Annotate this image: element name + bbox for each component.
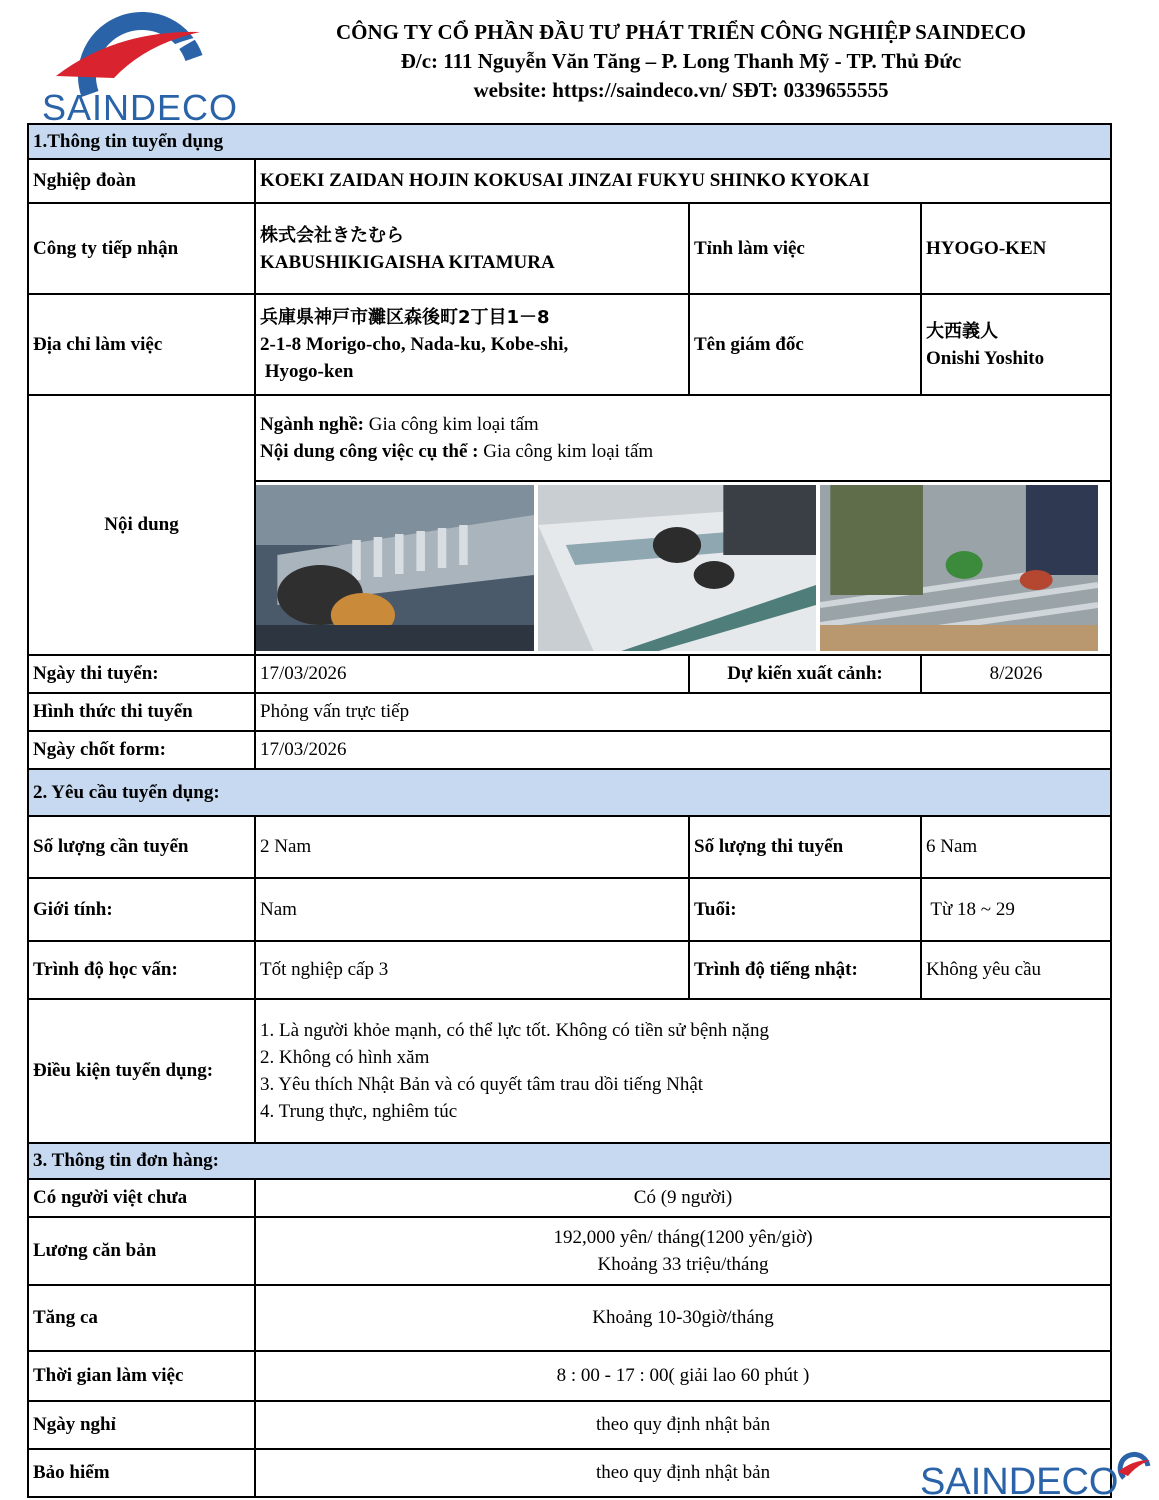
- education-label: Trình độ học vấn:: [28, 941, 255, 999]
- content-label: Nội dung: [28, 395, 255, 655]
- company-header: [250, 18, 1112, 105]
- company-en: KABUSHIKIGAISHA KITAMURA: [260, 251, 555, 273]
- age-label: Tuổi:: [689, 878, 921, 941]
- section-1-title: 1.Thông tin tuyển dụng: [28, 124, 1111, 159]
- job-label: Ngành nghề:: [260, 414, 364, 435]
- need-label: Số lượng cần tuyển: [28, 816, 255, 878]
- deadline-value: 17/03/2026: [255, 731, 1111, 769]
- salary-line-1: 192,000 yên/ tháng(1200 yên/giờ): [553, 1227, 813, 1248]
- japanese-level-value: Không yêu cầu: [921, 941, 1111, 999]
- recruitment-table: [27, 123, 1112, 1498]
- company-label: Công ty tiếp nhận: [28, 203, 255, 294]
- province-label: Tỉnh làm việc: [689, 203, 921, 294]
- departure-value: 8/2026: [921, 655, 1111, 693]
- address-value: [255, 294, 689, 395]
- salary-value: [255, 1217, 1111, 1285]
- exam-count-value: 6 Nam: [921, 816, 1111, 878]
- photo-press-brake: [256, 485, 534, 651]
- company-address: Đ/c: 111 Nguyễn Văn Tăng – P. Long Thanh Mỹ - TP. Thủ Đức: [400, 49, 962, 73]
- exam-form-label: Hình thức thi tuyển: [28, 693, 255, 731]
- salary-line-2: Khoảng 33 triệu/tháng: [597, 1254, 769, 1275]
- photo-sheet-metal: [538, 485, 816, 651]
- conditions-list: [255, 999, 1111, 1143]
- saindeco-logo: [26, 2, 254, 124]
- director-value: [921, 294, 1111, 395]
- director-en: Onishi Yoshito: [926, 347, 1045, 369]
- photo-roof-work: [820, 485, 1098, 651]
- holiday-value: theo quy định nhật bản: [255, 1401, 1111, 1449]
- union-label: Nghiệp đoàn: [28, 159, 255, 203]
- vietnamese-value: Có (9 người): [255, 1179, 1111, 1217]
- condition-item: 2. Không có hình xăm: [260, 1047, 430, 1068]
- exam-date-label: Ngày thi tuyển:: [28, 655, 255, 693]
- province-value: HYOGO-KEN: [921, 203, 1111, 294]
- condition-item: 3. Yêu thích Nhật Bản và có quyết tâm trau dồi tiếng Nhật: [260, 1074, 704, 1095]
- gender-label: Giới tính:: [28, 878, 255, 941]
- address-en-1: 2-1-8 Morigo-cho, Nada-ku, Kobe-shi,: [260, 334, 569, 355]
- exam-date-value: 17/03/2026: [255, 655, 689, 693]
- director-label: Tên giám đốc: [689, 294, 921, 395]
- logo-text: SAINDECO: [41, 87, 239, 124]
- director-jp: 大西義人: [926, 320, 998, 342]
- departure-label: Dự kiến xuất cảnh:: [689, 655, 921, 693]
- conditions-label: Điều kiện tuyển dụng:: [28, 999, 255, 1143]
- union-value: KOEKI ZAIDAN HOJIN KOKUSAI JINZAI FUKYU SHINKO KYOKAI: [255, 159, 1111, 203]
- condition-item: 1. Là người khỏe mạnh, có thể lực tốt. Không có tiền sử bệnh nặng: [260, 1020, 769, 1041]
- education-value: Tốt nghiệp cấp 3: [255, 941, 689, 999]
- exam-count-label: Số lượng thi tuyển: [689, 816, 921, 878]
- section-2-title: 2. Yêu cầu tuyển dụng:: [28, 769, 1111, 816]
- need-value: 2 Nam: [255, 816, 689, 878]
- condition-item: 4. Trung thực, nghiêm túc: [260, 1101, 458, 1122]
- working-hours-value: 8 : 00 - 17 : 00( giải lao 60 phút ): [255, 1351, 1111, 1401]
- detail-value: Gia công kim loại tấm: [478, 441, 654, 462]
- footer-logo: [918, 1448, 1154, 1500]
- salary-label: Lương căn bản: [28, 1217, 255, 1285]
- company-name: CÔNG TY CỔ PHẦN ĐẦU TƯ PHÁT TRIỂN CÔNG NGHIỆP SAINDECO: [336, 20, 1026, 44]
- footer-logo-text: SAINDECO: [920, 1461, 1119, 1500]
- holiday-label: Ngày nghỉ: [28, 1401, 255, 1449]
- insurance-label: Bảo hiểm: [28, 1449, 255, 1497]
- vietnamese-label: Có người việt chưa: [28, 1179, 255, 1217]
- japanese-level-label: Trình độ tiếng nhật:: [689, 941, 921, 999]
- job-value: Gia công kim loại tấm: [364, 414, 539, 435]
- address-jp: 兵庫県神戸市灘区森後町2丁目1－8: [260, 307, 550, 328]
- section-3-title: 3. Thông tin đơn hàng:: [28, 1143, 1111, 1179]
- deadline-label: Ngày chốt form:: [28, 731, 255, 769]
- detail-label: Nội dung công việc cụ thể :: [260, 441, 479, 462]
- photo-cell: [255, 481, 1111, 655]
- exam-form-value: Phỏng vấn trực tiếp: [255, 693, 1111, 731]
- insurance-value: theo quy định nhật bản: [255, 1449, 1111, 1497]
- address-en-2: Hyogo-ken: [260, 361, 354, 382]
- company-contact: website: https://saindeco.vn/ SĐT: 0339655555: [473, 78, 889, 102]
- job-description: [255, 395, 1111, 481]
- company-jp: 株式会社きたむら: [260, 224, 404, 246]
- working-hours-label: Thời gian làm việc: [28, 1351, 255, 1401]
- age-value: Từ 18 ~ 29: [921, 878, 1111, 941]
- address-label: Địa chỉ làm việc: [28, 294, 255, 395]
- gender-value: Nam: [255, 878, 689, 941]
- overtime-value: Khoảng 10-30giờ/tháng: [255, 1285, 1111, 1351]
- overtime-label: Tăng ca: [28, 1285, 255, 1351]
- company-value: [255, 203, 689, 294]
